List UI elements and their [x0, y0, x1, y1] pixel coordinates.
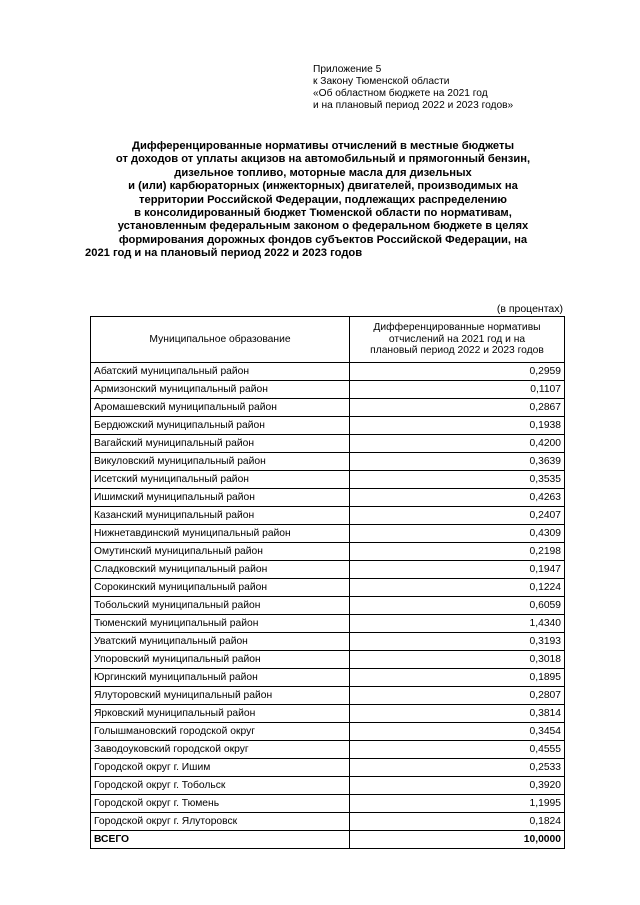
- norm-value: 0,4200: [350, 435, 565, 453]
- norm-value: 1,1995: [350, 795, 565, 813]
- table-body: [91, 363, 565, 849]
- norm-value: 0,3535: [350, 471, 565, 489]
- municipality-name: Упоровский муниципальный район: [91, 651, 350, 669]
- municipality-name: Ялуторовский муниципальный район: [91, 687, 350, 705]
- table-row: [91, 669, 565, 687]
- title-line: от доходов от уплаты акцизов на автомобильный и прямогонный бензин,: [115, 153, 531, 166]
- table-row: [91, 777, 565, 795]
- municipality-name: Сорокинский муниципальный район: [91, 579, 350, 597]
- norm-value: 0,3193: [350, 633, 565, 651]
- municipality-name: Ишимский муниципальный район: [91, 489, 350, 507]
- municipality-name: Вагайский муниципальный район: [91, 435, 350, 453]
- column-header-municipality: Муниципальное образование: [91, 317, 350, 363]
- norm-value: 0,2807: [350, 687, 565, 705]
- norm-value: 0,2959: [350, 363, 565, 381]
- table-row: [91, 579, 565, 597]
- municipality-name: Тобольский муниципальный район: [91, 597, 350, 615]
- norm-value: 0,2867: [350, 399, 565, 417]
- table-row: [91, 507, 565, 525]
- column-header-line: Дифференцированные нормативы: [373, 322, 541, 334]
- title-line: дизельное топливо, моторные масла для дизельных: [174, 166, 472, 179]
- municipality-name: Городской округ г. Тобольск: [91, 777, 350, 795]
- title-line: территории Российской Федерации, подлежащих распределению: [139, 193, 507, 206]
- norm-value: 0,3454: [350, 723, 565, 741]
- municipality-name: Казанский муниципальный район: [91, 507, 350, 525]
- norm-value: 0,3639: [350, 453, 565, 471]
- norm-value: 0,1107: [350, 381, 565, 399]
- table-row: [91, 651, 565, 669]
- municipality-name: Викуловский муниципальный район: [91, 453, 350, 471]
- document-title: [85, 140, 558, 261]
- municipality-name: Городской округ г. Тюмень: [91, 795, 350, 813]
- municipality-name: Юргинский муниципальный район: [91, 669, 350, 687]
- municipality-name: Тюменский муниципальный район: [91, 615, 350, 633]
- municipality-name: Омутинский муниципальный район: [91, 543, 350, 561]
- table-row: [91, 435, 565, 453]
- title-line: и (или) карбюраторных (инжекторных) двигателей, производимых на: [128, 180, 518, 193]
- column-header-line: плановый период 2022 и 2023 годов: [370, 345, 544, 357]
- norm-value: 0,2533: [350, 759, 565, 777]
- table-row: [91, 795, 565, 813]
- table-row: [91, 399, 565, 417]
- table-row: [91, 363, 565, 381]
- norm-value: 0,1938: [350, 417, 565, 435]
- total-label: ВСЕГО: [91, 831, 350, 849]
- norm-value: 0,1824: [350, 813, 565, 831]
- title-line: установленным федеральным законом о федеральном бюджете в целях: [117, 220, 529, 233]
- norms-table: [90, 316, 565, 849]
- municipality-name: Армизонский муниципальный район: [91, 381, 350, 399]
- norm-value: 1,4340: [350, 615, 565, 633]
- municipality-name: Исетский муниципальный район: [91, 471, 350, 489]
- units-note: (в процентах): [496, 303, 563, 315]
- municipality-name: Ярковский муниципальный район: [91, 705, 350, 723]
- annex-line: Приложение 5: [313, 64, 382, 75]
- table-row: [91, 615, 565, 633]
- table-row: [91, 813, 565, 831]
- municipality-name: Аромашевский муниципальный район: [91, 399, 350, 417]
- table-row: [91, 687, 565, 705]
- table-row: [91, 633, 565, 651]
- norm-value: 0,4263: [350, 489, 565, 507]
- title-line: в консолидированный бюджет Тюменской области по нормативам,: [134, 207, 512, 220]
- title-line: формирования дорожных фондов субъектов Российской Федерации, на: [118, 233, 528, 246]
- table-row: [91, 561, 565, 579]
- municipality-name: Абатский муниципальный район: [91, 363, 350, 381]
- table-row: [91, 417, 565, 435]
- table-row: [91, 741, 565, 759]
- municipality-name: Городской округ г. Ишим: [91, 759, 350, 777]
- norm-value: 0,2407: [350, 507, 565, 525]
- municipality-name: Городской округ г. Ялуторовск: [91, 813, 350, 831]
- table-row: [91, 543, 565, 561]
- norm-value: 0,4555: [350, 741, 565, 759]
- table-row: [91, 471, 565, 489]
- annex-line: и на плановый период 2022 и 2023 годов»: [313, 100, 514, 111]
- column-header-norms: [350, 317, 565, 363]
- municipality-name: Голышмановский городской округ: [91, 723, 350, 741]
- title-line: Дифференцированные нормативы отчислений в местные бюджеты: [131, 140, 515, 152]
- norm-value: 0,1947: [350, 561, 565, 579]
- municipality-name: Уватский муниципальный район: [91, 633, 350, 651]
- municipality-name: Бердюжский муниципальный район: [91, 417, 350, 435]
- table-header-row: [91, 317, 565, 363]
- municipality-name: Заводоуковский городской округ: [91, 741, 350, 759]
- table-row: [91, 723, 565, 741]
- title-line: 2021 год и на плановый период 2022 и 2023 годов: [85, 247, 363, 260]
- norm-value: 0,2198: [350, 543, 565, 561]
- column-header-line: отчислений на 2021 год и на: [388, 333, 526, 345]
- norm-value: 0,6059: [350, 597, 565, 615]
- norm-value: 0,3920: [350, 777, 565, 795]
- table-row: [91, 705, 565, 723]
- table-row: [91, 759, 565, 777]
- table-row: [91, 597, 565, 615]
- annex-line: «Об областном бюджете на 2021 год: [313, 88, 488, 99]
- total-value: 10,0000: [350, 831, 565, 849]
- municipality-name: Нижнетавдинский муниципальный район: [91, 525, 350, 543]
- table-row: [91, 489, 565, 507]
- table-total-row: [91, 831, 565, 849]
- norm-value: 0,3814: [350, 705, 565, 723]
- norm-value: 0,3018: [350, 651, 565, 669]
- annex-reference: [313, 64, 513, 112]
- norm-value: 0,1895: [350, 669, 565, 687]
- table-row: [91, 453, 565, 471]
- annex-line: к Закону Тюменской области: [313, 76, 450, 87]
- municipality-name: Сладковский муниципальный район: [91, 561, 350, 579]
- table-row: [91, 381, 565, 399]
- norm-value: 0,1224: [350, 579, 565, 597]
- table-row: [91, 525, 565, 543]
- norm-value: 0,4309: [350, 525, 565, 543]
